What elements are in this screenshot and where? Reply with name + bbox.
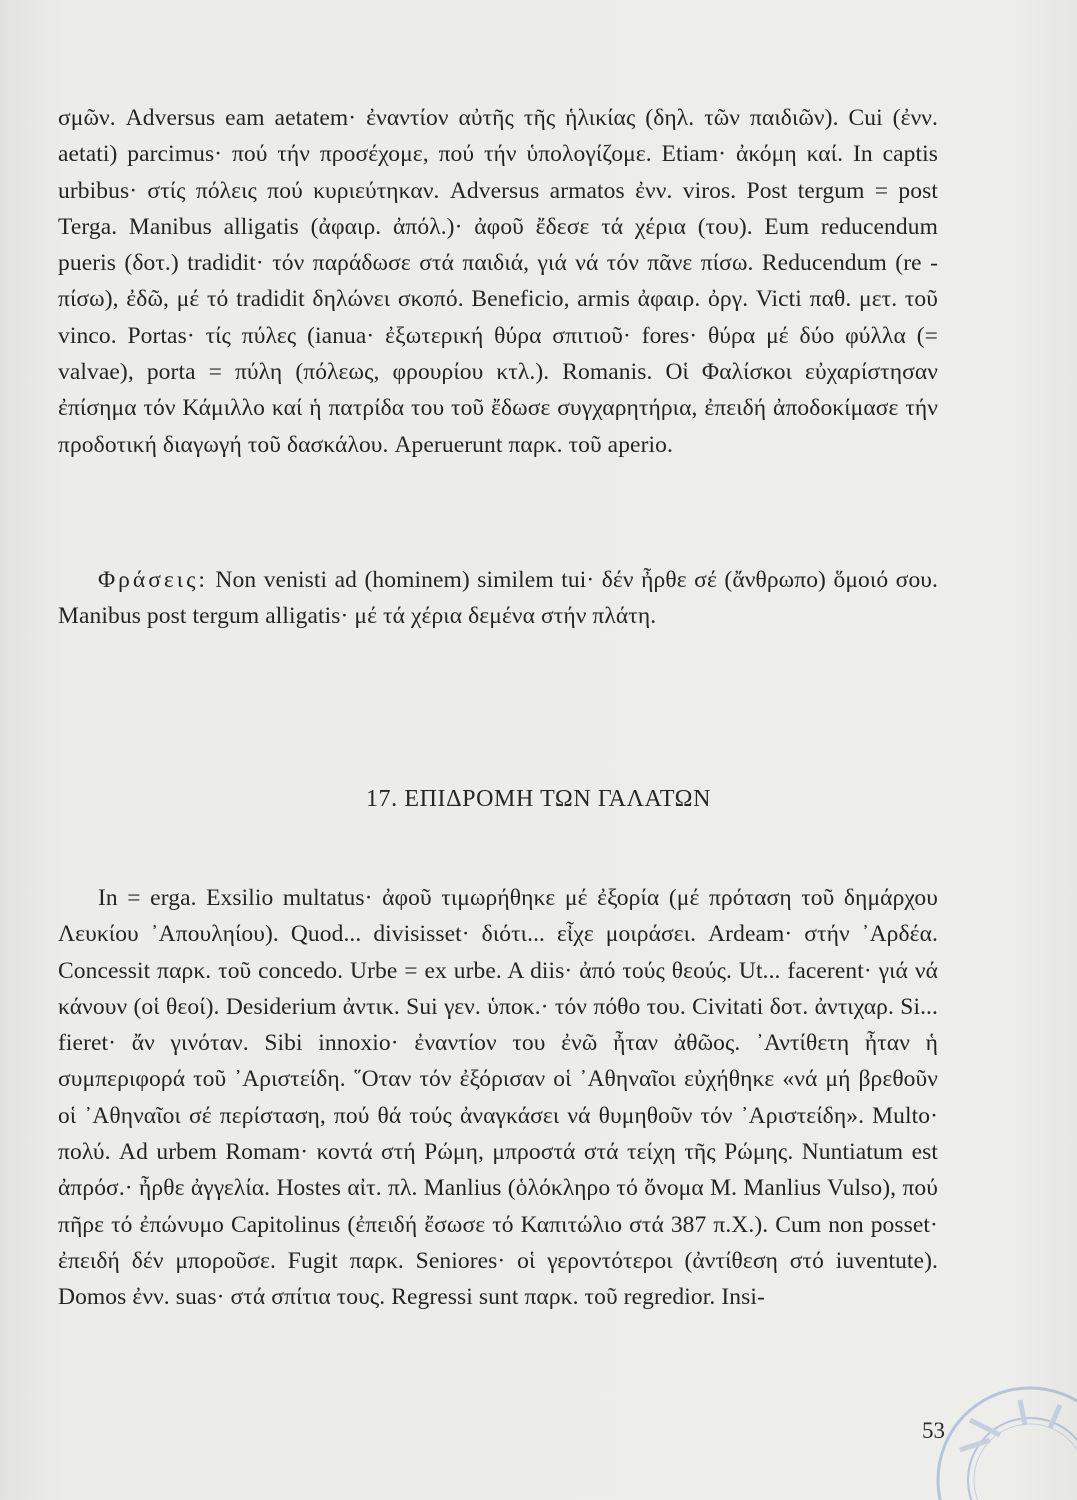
paragraph-3-text: In = erga. Exsilio multatus· ἀφοῦ τιμωρήθηκε μέ ἐξορία (μέ πρόταση τοῦ δημάρχου Λευκίου ᾿Απουληίου). Quod... divisisset· διότι... εἶχε μοιράσει. Ardeam· στήν ᾿Αρδέα. Concessit παρκ. τοῦ concedo. Urbe = ex urbe. A diis· ἀπό τούς θεούς. Ut... facerent· γιά νά κάνουν (οἱ θεοί). Desiderium ἀντικ. Sui γεν. ὑποκ.· τόν πόθο του. Civitati δοτ. ἀντιχαρ. Si... fieret· ἄν γινόταν. Sibi innoxio· ἐναντίον του ἐνῶ ἦταν ἀθῶος. ᾿Αντίθετη ἦταν ἡ συμπεριφορά τοῦ ᾿Αριστείδη. ῞Οταν τόν ἐξόρισαν οἱ ᾿Αθηναῖοι εὐχήθηκε «νά μή βρεθοῦν οἱ ᾿Αθηναῖοι σέ περίσταση, πού θά τούς ἀναγκάσει νά θυμηθοῦν τόν ᾿Αριστείδη». Multo· πολύ. Ad urbem Romam· κοντά στή Ρώμη, μπροστά στά τείχη τῆς Ρώμης. Nuntiatum est ἀπρόσ.· ἦρθε ἀγγελία. Hostes αἰτ. πλ. Manlius (ὁλόκληρο τό ὄνομα M. Manlius Vulso), πού πῆρε τό ἐπώνυμο Capitolinus (ἐπειδή ἔσωσε τό Καπιτώλιο στά 387 π.Χ.). Cum non posset· ἐπειδή δέν μποροῦσε. Fugit παρκ. Seniores· οἱ γεροντότεροι (ἀντίθεση στό iuventute). Domos ἐνν. suas· στά σπίτια τους. Regressi sunt παρκ. τοῦ regredior. Insi- [58,885,938,1311]
library-stamp [930,1380,1077,1500]
phrases-line [58,562,938,635]
phrases-label: Φράσεις: [98,567,208,593]
phrases-paragraph [58,562,938,635]
page-number: 53 [922,1418,945,1443]
section-heading: 17. ΕΠΙΔΡΟΜΗ ΤΩΝ ΓΑΛΑΤΩΝ [365,786,712,812]
paragraph-notes-16 [58,100,938,463]
paragraph-notes-17 [58,880,938,1316]
phrases-text: Non venisti ad (hominem) similem tui· δέν ἦρθε σέ (ἄνθρωπο) ὅμοιό σου. Manibus post tergum alligatis· μέ τά χέρια δεμένα στήν πλάτη. [58,567,938,630]
paragraph-1-text: σμῶν. Adversus eam aetatem· ἐναντίον αὐτῆς τῆς ἡλικίας (δηλ. τῶν παιδιῶν). Cui (ἐνν. aetati) parcimus· πού τήν προσέχομε, πού τήν ὑπολογίζομε. Etiam· ἀκόμη καί. In captis urbibus· στίς πόλεις πού κυριεύτηκαν. Adversus armatos ἐνν. viros. Post tergum = post Terga. Manibus alligatis (ἀφαιρ. ἀπόλ.)· ἀφοῦ ἔδεσε τά χέρια (του). Eum reducendum pueris (δοτ.) tradidit· τόν παράδωσε στά παιδιά, γιά νά τόν πᾶνε πίσω. Reducendum (re - πίσω), ἐδῶ, μέ τό tradidit δηλώνει σκοπό. Beneficio, armis ἀφαιρ. ὀργ. Victi παθ. μετ. τοῦ vinco. Portas· τίς πύλες (ianua· ἐξωτερική θύρα σπιτιοῦ· fores· θύρα μέ δύο φύλλα (= valvae), porta = πύλη (πόλεως, φρουρίου κτλ.). Romanis. Οἱ Φαλίσκοι εὐχαρίστησαν ἐπίσημα τόν Κάμιλλο καί ἡ πατρίδα του τοῦ ἔδωσε συγχαρητήρια, ἐπειδή ἀποδοκίμασε τήν προδοτική διαγωγή τοῦ δασκάλου. Aperuerunt παρκ. τοῦ aperio. [58,105,938,458]
